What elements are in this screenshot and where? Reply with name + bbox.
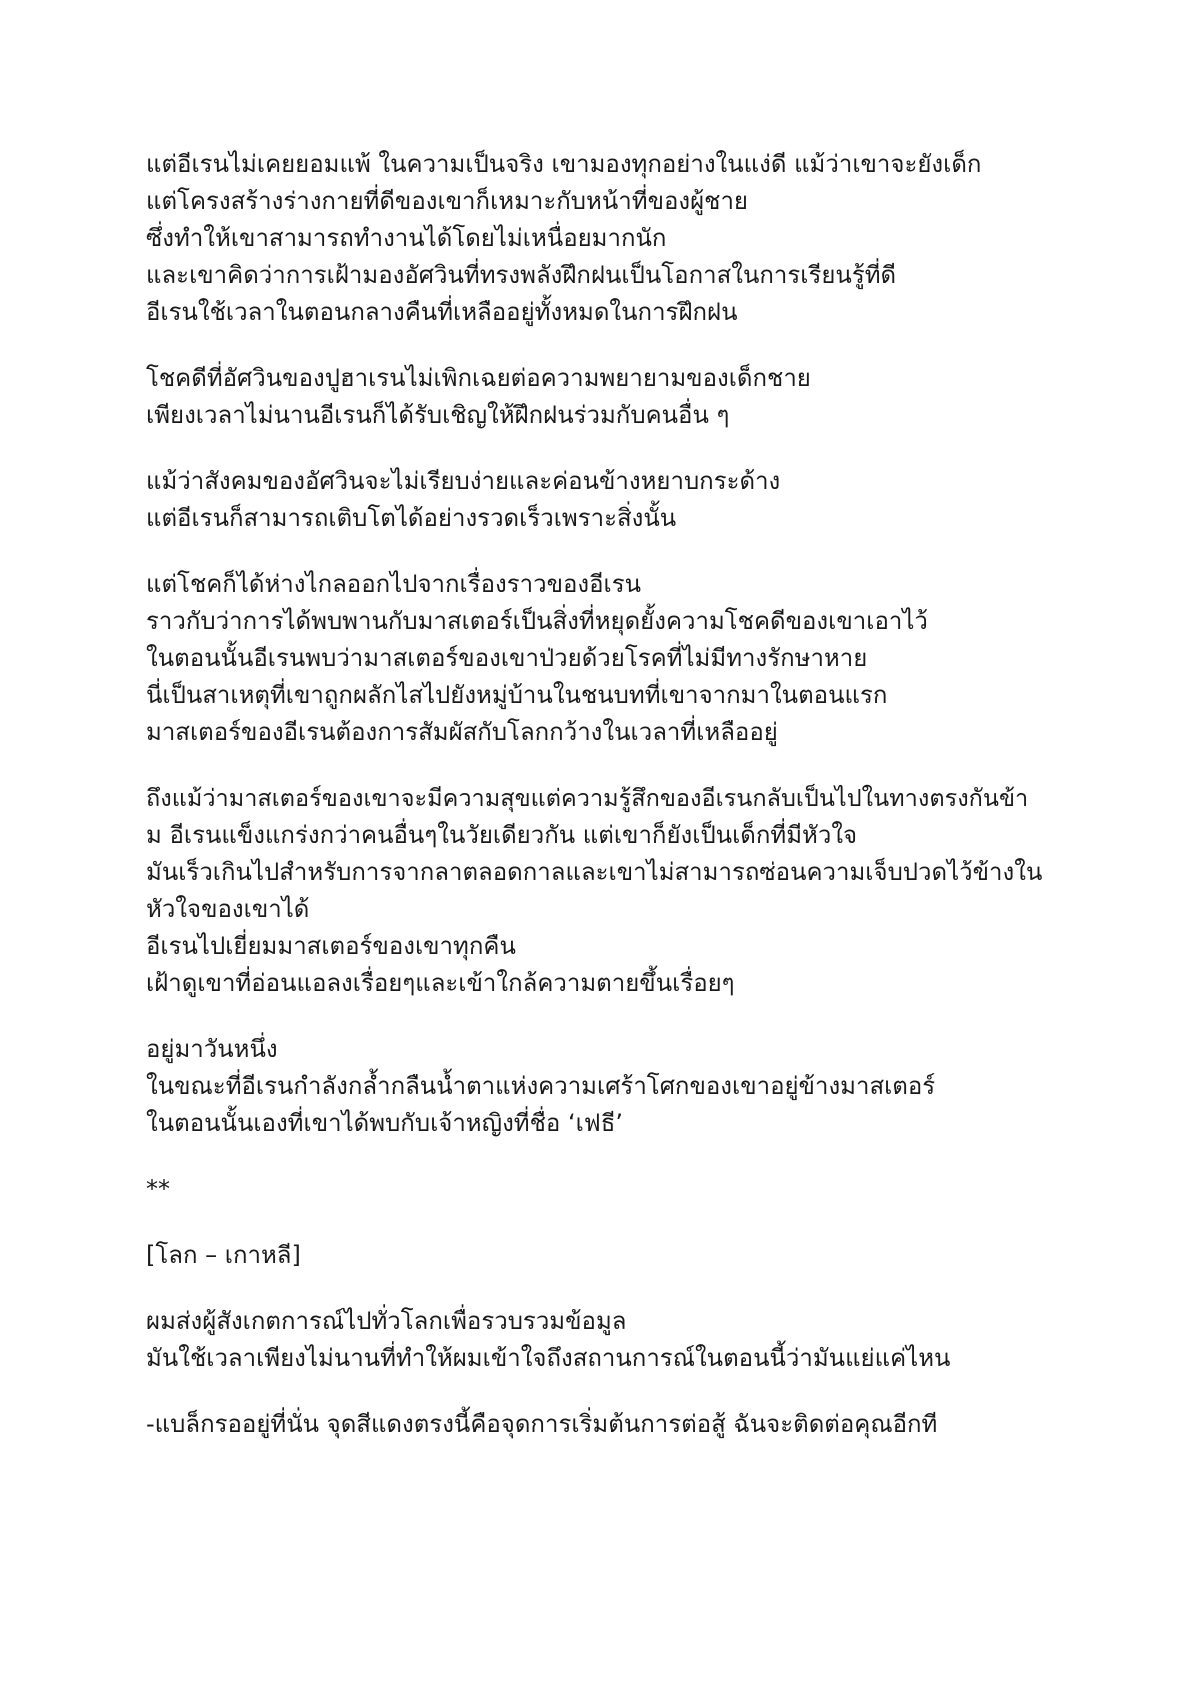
text-line: มันเร็วเกินไปสำหรับการจากลาตลอดกาลและเขาไม่สามารถซ่อนความเจ็บปวดไว้ข้างใน [146, 858, 1043, 886]
text-line: มาสเตอร์ของอีเรนต้องการสัมผัสกับโลกกว้างในเวลาที่เหลืออยู่ [146, 718, 778, 746]
text-line: นี่เป็นสาเหตุที่เขาถูกผลักไสไปยังหมู่บ้านในชนบทที่เขาจากมาในตอนแรก [146, 681, 888, 709]
text-line: ผมส่งผู้สังเกตการณ์ไปทั่วโลกเพื่อรวบรวมข้อมูล [146, 1307, 627, 1335]
paragraph [146, 1237, 1046, 1274]
text-line: และเขาคิดว่าการเฝ้ามองอัศวินที่ทรงพลังฝึกฝนเป็นโอกาสในการเรียนรู้ที่ดี [146, 261, 897, 289]
text-line: เฝ้าดูเขาที่อ่อนแอลงเรื่อยๆและเข้าใกล้ความตายขึ้นเรื่อยๆ [146, 969, 735, 997]
text-line: แต่อีเรนก็สามารถเติบโตได้อย่างรวดเร็วเพราะสิ่งนั้น [146, 504, 677, 532]
text-line: หัวใจของเขาได้ [146, 895, 310, 923]
text-line: ในตอนนั้นเองที่เขาได้พบกับเจ้าหญิงที่ชื่อ ‘เฟธี’ [146, 1109, 624, 1137]
text-line: -แบล็กรออยู่ที่นั่น จุดสีแดงตรงนี้คือจุดการเริ่มต้นการต่อสู้ ฉันจะติดต่อคุณอีกที [146, 1410, 938, 1438]
text-line: ** [146, 1175, 170, 1203]
text-line: อีเรนไปเยี่ยมมาสเตอร์ของเขาทุกคืน [146, 932, 516, 960]
text-line: แม้ว่าสังคมของอัศวินจะไม่เรียบง่ายและค่อนข้างหยาบกระด้าง [146, 467, 781, 495]
text-line: [โลก – เกาหลี] [146, 1241, 301, 1269]
text-line: อยู่มาวันหนึ่ง [146, 1035, 278, 1063]
paragraph [146, 1303, 1046, 1377]
paragraph [146, 463, 1046, 537]
text-line: ถึงแม้ว่ามาสเตอร์ของเขาจะมีความสุขแต่ความรู้สึกของอีเรนกลับเป็นไปในทางตรงกันข้า [146, 784, 1029, 812]
text-line: ราวกับว่าการได้พบพานกับมาสเตอร์เป็นสิ่งที่หยุดยั้งความโชคดีของเขาเอาไว้ [146, 607, 928, 635]
text-line: แต่โครงสร้างร่างกายที่ดีของเขาก็เหมาะกับหน้าที่ของผู้ชาย [146, 187, 748, 215]
paragraph [146, 566, 1046, 751]
paragraph [146, 1171, 1046, 1208]
text-line: ในขณะที่อีเรนกำลังกล้ำกลืนน้ำตาแห่งความเศร้าโศกของเขาอยู่ข้างมาสเตอร์ [146, 1072, 936, 1100]
text-line: แต่โชคก็ได้ห่างไกลออกไปจากเรื่องราวของอีเรน [146, 570, 642, 598]
paragraph [146, 360, 1046, 434]
text-line: มันใช้เวลาเพียงไม่นานที่ทำให้ผมเข้าใจถึงสถานการณ์ในตอนนี้ว่ามันแย่แค่ไหน [146, 1344, 951, 1372]
text-line: เพียงเวลาไม่นานอีเรนก็ได้รับเชิญให้ฝึกฝนร่วมกับคนอื่น ๆ [146, 401, 730, 429]
paragraph [146, 1031, 1046, 1142]
text-line: ในตอนนั้นอีเรนพบว่ามาสเตอร์ของเขาป่วยด้วยโรคที่ไม่มีทางรักษาหาย [146, 644, 868, 672]
text-line: ซึ่งทำให้เขาสามารถทำงานได้โดยไม่เหนื่อยมากนัก [146, 224, 667, 252]
text-line: แต่อีเรนไม่เคยยอมแพ้ ในความเป็นจริง เขามองทุกอย่างในแง่ดี แม้ว่าเขาจะยังเด็ก [146, 150, 982, 178]
text-line: อีเรนใช้เวลาในตอนกลางคืนที่เหลืออยู่ทั้งหมดในการฝึกฝน [146, 298, 738, 326]
text-line: โชคดีที่อัศวินของปูฮาเรนไม่เพิกเฉยต่อความพยายามของเด็กชาย [146, 364, 811, 392]
text-line: ม อีเรนแข็งแกร่งกว่าคนอื่นๆในวัยเดียวกัน แต่เขาก็ยังเป็นเด็กที่มีหัวใจ [146, 821, 858, 849]
document-body [146, 146, 1046, 1472]
paragraph [146, 1406, 1046, 1443]
paragraph [146, 146, 1046, 331]
paragraph [146, 780, 1046, 1002]
